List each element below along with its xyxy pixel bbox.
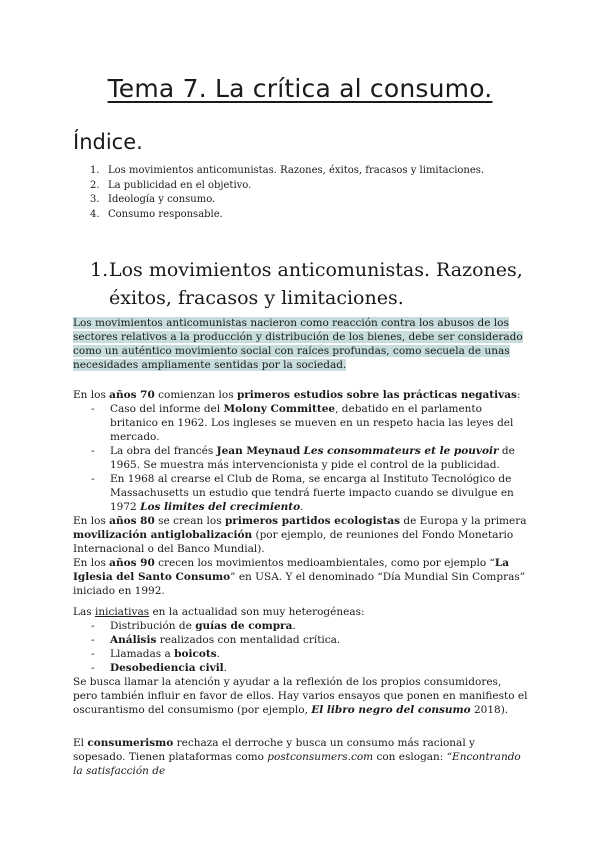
intro-paragraph: [73, 316, 528, 372]
highlighted-text: Los movimientos anticomunistas nacieron como reacción contra los abusos de los sectores relativos a la producción y distribución de los bienes, debe ser considerado como un auténtico movimiento social con raíces profundas, como secuela de unas necesidades ampliamente sentidas por la sociedad.: [73, 317, 523, 371]
index-item: [90, 179, 530, 194]
section-heading: [90, 256, 530, 312]
index-item-text: Los movimientos anticomunistas. Razones, éxitos, fracasos y limitaciones.: [108, 165, 485, 176]
index-item: [90, 164, 530, 179]
list-item: - Caso del informe del Molony Committee, debatido en el parlamento britanico en 1962. Los ingleses se mueven en un respeto hacia las leyes del mercado.: [73, 402, 528, 444]
index-item: [90, 193, 530, 208]
paragraph-reflection: Se busca llamar la atención y ayudar a la reflexión de los propios consumidores, pero también influir en favor de ellos. Hay varios ensayos que ponen en manifiesto el oscurantismo del consumismo (por ejemplo, El libro negro del consumo 2018).: [73, 676, 528, 716]
history-block: [73, 388, 528, 598]
list-initiatives: [73, 619, 528, 675]
index-item: [90, 208, 530, 223]
paragraph-80s: En los años 80 se crean los primeros partidos ecologistas de Europa y la primera movilización antiglobalización (por ejemplo, de reuniones del Fondo Monetario Internacional o del Banco Mundial).: [73, 515, 527, 555]
index-item-number: 4.: [90, 208, 100, 220]
index-item-text: Consumo responsable.: [108, 208, 223, 220]
index-item-number: 1.: [90, 165, 100, 176]
index-list: [90, 164, 530, 222]
page-title: Tema 7. La crítica al consumo.: [107, 74, 493, 103]
paragraph-90s: En los años 90 crecen los movimientos medioambientales, como por ejemplo “La Iglesia del Santo Consumo” en USA. Y el denominado “Día Mundial Sin Compras” iniciado en 1992.: [73, 557, 526, 597]
index-item-text: La publicidad en el objetivo.: [108, 179, 252, 191]
section-number: 1.: [90, 259, 109, 281]
paragraph-consumerism: El consumerismo rechaza el derroche y busca un consumo más racional y sopesado. Tienen plataformas como postconsumers.com con eslogan: “Encontrando la satisfacción de: [73, 737, 521, 777]
list-item: - La obra del francés Jean Meynaud Les consommateurs et le pouvoir de 1965. Se muestra más intervencionista y pide el control de la publicidad.: [73, 444, 528, 472]
list-item: - Desobediencia civil.: [73, 661, 528, 675]
initiatives-block: [73, 605, 528, 717]
section-heading-text: Los movimientos anticomunistas. Razones, éxitos, fracasos y limitaciones.: [109, 259, 523, 309]
list-item: - Llamadas a boicots.: [73, 647, 528, 661]
list-item: - Análisis realizados con mentalidad crítica.: [73, 633, 528, 647]
list-item: - En 1968 al crearse el Club de Roma, se encarga al Instituto Tecnológico de Massachusetts un estudio que tendrá fuerte impacto cuando se divulgue en 1972 Los limites del crecimiento.: [73, 472, 528, 514]
index-heading: Índice.: [73, 130, 143, 154]
list-70s: [73, 402, 528, 514]
index-item-number: 3.: [90, 194, 100, 205]
list-item: - Distribución de guías de compra.: [73, 619, 528, 633]
index-item-text: Ideología y consumo.: [108, 194, 216, 205]
paragraph-initiatives: Las iniciativas en la actualidad son muy heterogéneas:: [73, 606, 365, 618]
paragraph-70s: En los años 70 comienzan los primeros estudios sobre las prácticas negativas:: [73, 389, 521, 401]
index-item-number: 2.: [90, 179, 100, 191]
